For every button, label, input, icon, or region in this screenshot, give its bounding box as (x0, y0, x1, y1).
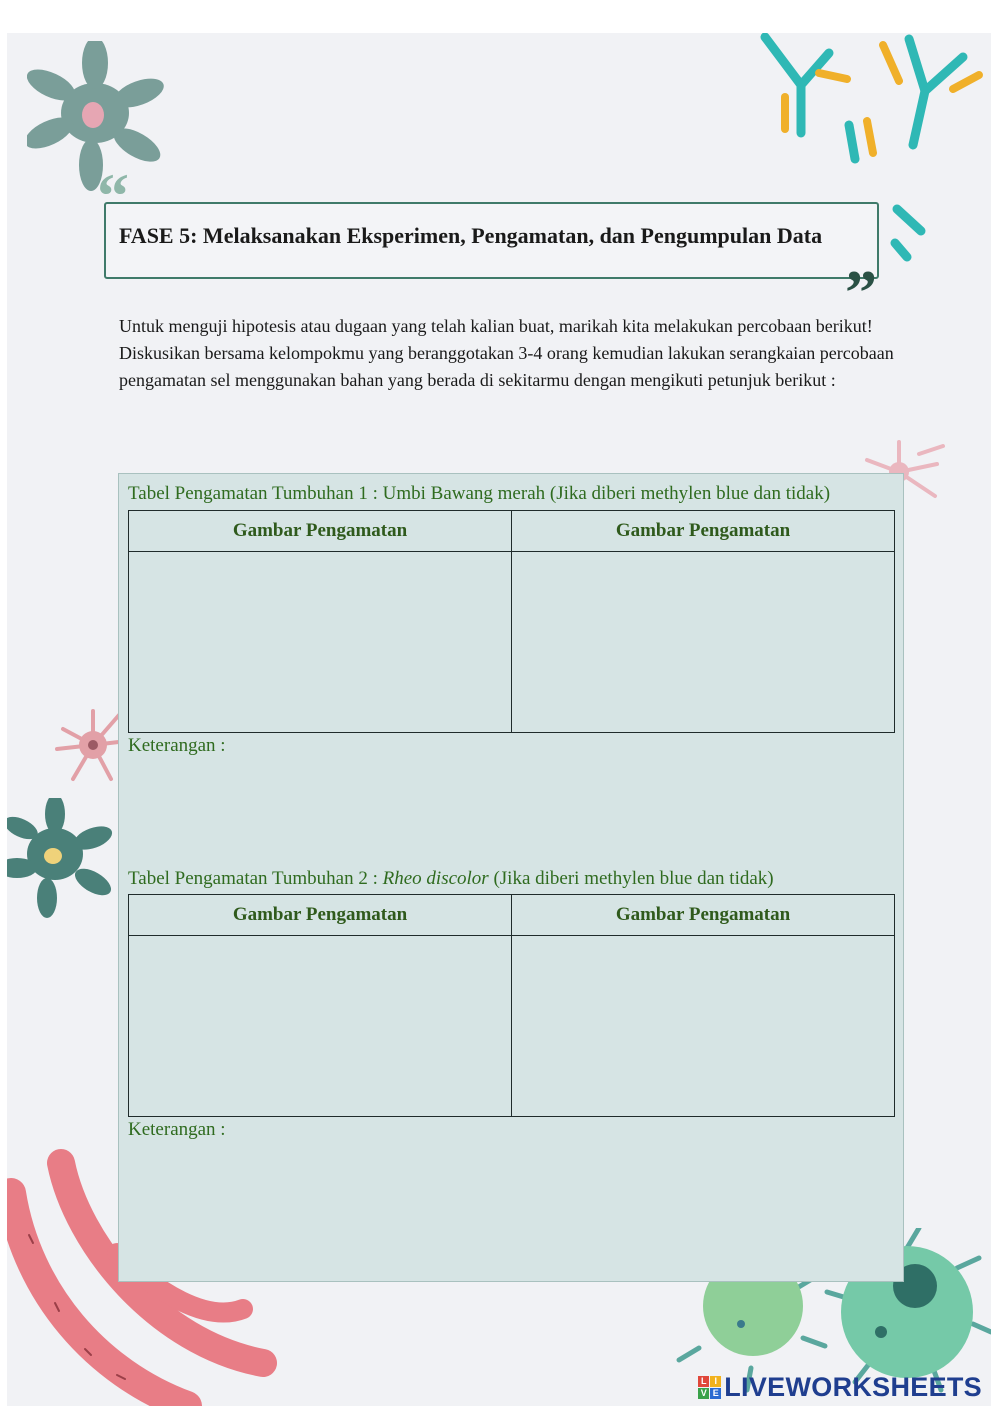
liveworksheets-wordmark: LIVEWORKSHEETS (724, 1372, 982, 1402)
table2-caption-prefix: Tabel Pengamatan Tumbuhan 2 : (128, 868, 383, 889)
logo-letter: E (710, 1388, 721, 1399)
liveworksheets-logo-icon (698, 1376, 721, 1399)
table2-header-1: Gambar Pengamatan (129, 895, 512, 936)
intro-paragraph-1: Untuk menguji hipotesis atau dugaan yang telah kalian buat, marikah kita melakukan percobaan berikut! (119, 316, 873, 336)
table1-note-area[interactable] (128, 764, 895, 864)
table1-header-1: Gambar Pengamatan (129, 511, 512, 552)
table1-header-2: Gambar Pengamatan (512, 511, 895, 552)
table2-note-area[interactable] (128, 1148, 895, 1268)
table2-caption-suffix: (Jika diberi methylen blue dan tidak) (488, 868, 774, 889)
observation-panel (118, 473, 904, 1282)
intro-paragraph-2: Diskusikan bersama kelompokmu yang beranggotakan 3-4 orang kemudian lakukan serangkaian percobaan pengamatan sel menggunakan bahan yang berada di sekitarmu dengan mengikuti petunjuk berikut : (119, 343, 894, 390)
page-title: FASE 5: Melaksanakan Eksperimen, Pengamatan, dan Pengumpulan Data (119, 223, 823, 248)
table2-caption-species: Rheo discolor (382, 868, 489, 889)
cell-small-decoration-icon (7, 798, 117, 918)
table2-header-2: Gambar Pengamatan (512, 895, 895, 936)
logo-letter: I (710, 1376, 721, 1387)
logo-letter: L (698, 1376, 709, 1387)
intro-text (119, 313, 899, 394)
table2-drawing-cell-2[interactable] (512, 936, 895, 1117)
worksheet-page (7, 33, 991, 1406)
observation-table-2 (128, 894, 895, 1117)
liveworksheets-brand[interactable] (698, 1372, 982, 1403)
open-quote-icon: “ (97, 160, 129, 231)
observation-table-1 (128, 510, 895, 733)
table1-note-label: Keterangan : (128, 735, 226, 756)
table2-caption (128, 868, 774, 890)
logo-letter: V (698, 1388, 709, 1399)
close-quote-icon: ” (845, 257, 877, 328)
table1-caption: Tabel Pengamatan Tumbuhan 1 : Umbi Bawang merah (Jika diberi methylen blue dan tidak) (128, 483, 831, 504)
table1-drawing-cell-2[interactable] (512, 552, 895, 733)
table2-note-label: Keterangan : (128, 1119, 226, 1140)
table2-drawing-cell-1[interactable] (129, 936, 512, 1117)
table1-drawing-cell-1[interactable] (129, 552, 512, 733)
